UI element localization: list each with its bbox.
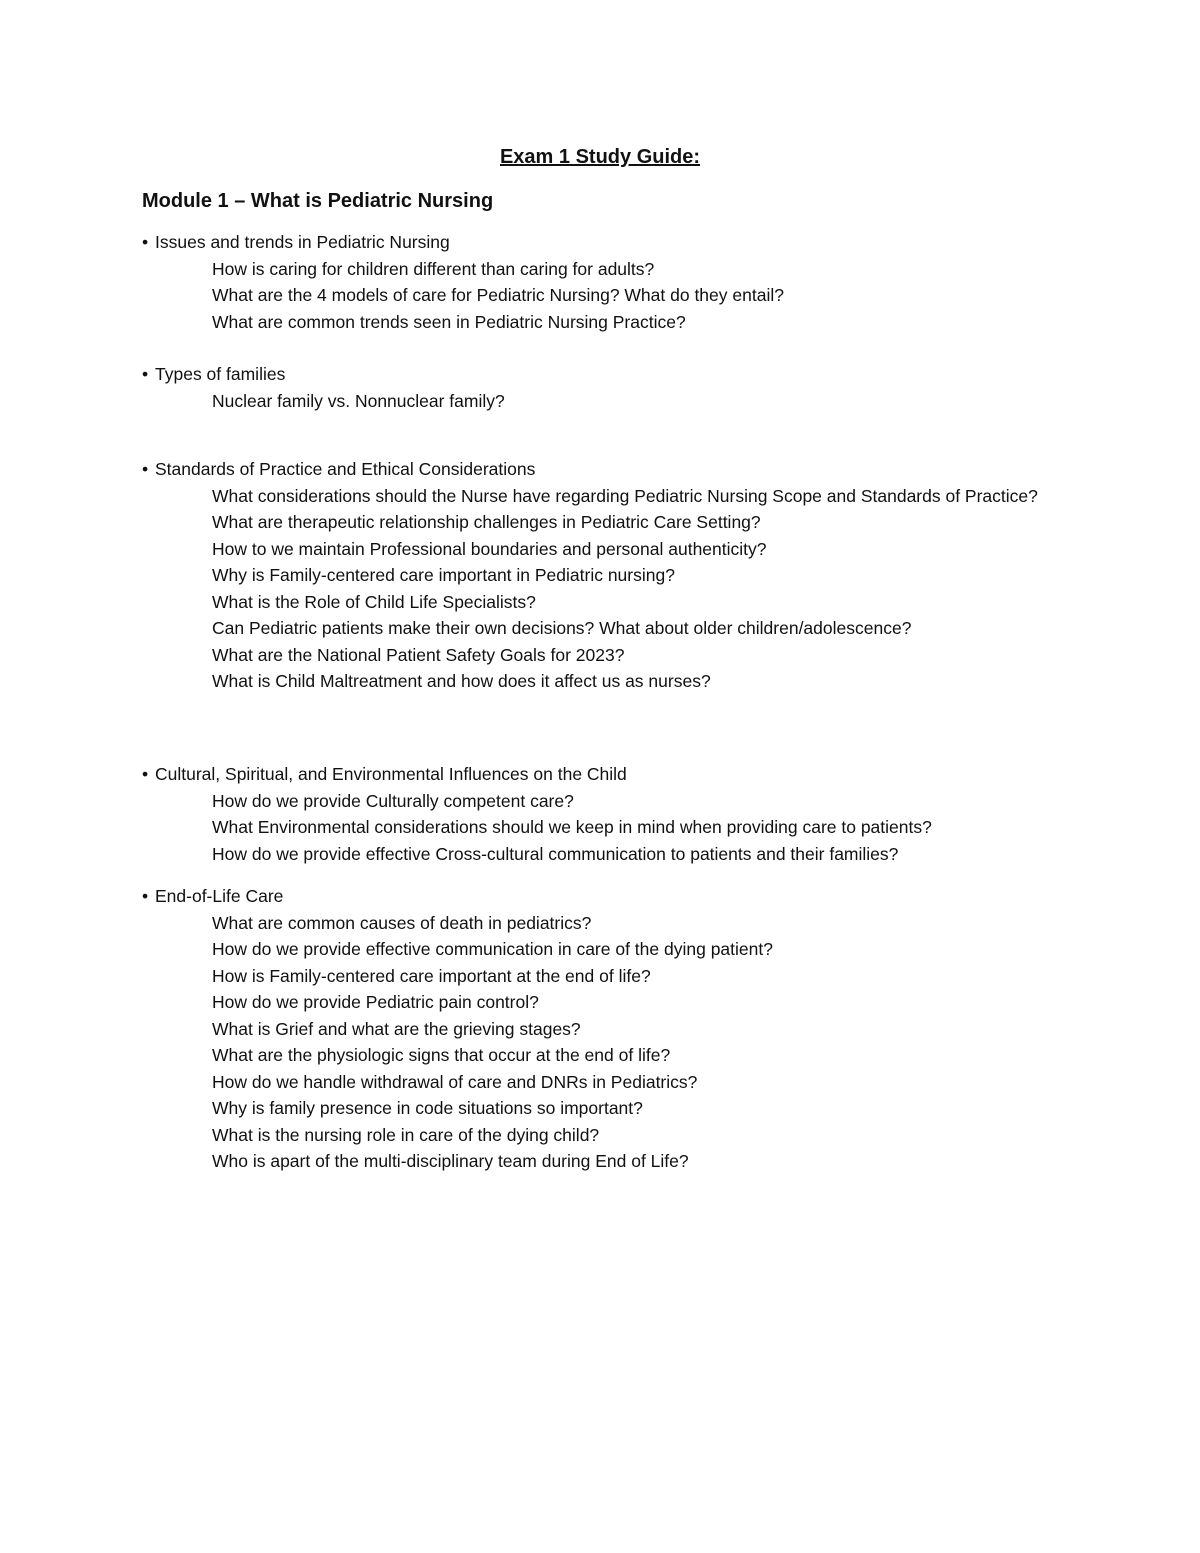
section-heading-text: Types of families bbox=[155, 364, 286, 384]
section-heading bbox=[142, 229, 1062, 256]
question-item: What are common causes of death in pediatrics? bbox=[212, 912, 592, 933]
bullet-icon: • bbox=[142, 364, 149, 384]
section-heading bbox=[142, 361, 1062, 388]
question-item: Why is family presence in code situations so important? bbox=[212, 1098, 643, 1118]
question-item: What is the Role of Child Life Specialists? bbox=[212, 591, 536, 612]
question-item: What is Grief and what are the grieving stages? bbox=[212, 1018, 581, 1039]
question-item: Can Pediatric patients make their own decisions? What about older children/adolescence? bbox=[212, 618, 912, 638]
question-item: What Environmental considerations should we keep in mind when providing care to patients? bbox=[212, 817, 932, 837]
section-heading bbox=[142, 761, 1062, 788]
question-item: What are the 4 models of care for Pediatric Nursing? What do they entail? bbox=[212, 285, 784, 305]
bullet-icon: • bbox=[142, 459, 149, 479]
question-item: How to we maintain Professional boundaries and personal authenticity? bbox=[212, 538, 767, 559]
section-types-of-families bbox=[142, 361, 1062, 414]
section-heading-text: Cultural, Spiritual, and Environmental Influences on the Child bbox=[155, 764, 627, 784]
question-item: Who is apart of the multi-disciplinary team during End of Life? bbox=[212, 1151, 689, 1171]
section-heading bbox=[142, 883, 1062, 910]
document-title: Exam 1 Study Guide: bbox=[499, 146, 701, 168]
question-item: What is Child Maltreatment and how does it affect us as nurses? bbox=[212, 671, 711, 691]
section-standards-ethics bbox=[142, 456, 1062, 695]
section-heading-text: Standards of Practice and Ethical Considerations bbox=[155, 459, 536, 479]
question-item: How do we provide Pediatric pain control? bbox=[212, 992, 539, 1012]
section-end-of-life bbox=[142, 883, 1062, 1175]
section-heading-text: End-of-Life Care bbox=[155, 886, 284, 906]
section-cultural-influences bbox=[142, 761, 1062, 867]
question-item: What is the nursing role in care of the dying child? bbox=[212, 1124, 600, 1145]
question-item: What considerations should the Nurse have regarding Pediatric Nursing Scope and Standards of Practice? bbox=[212, 485, 1038, 506]
question-item: How is Family-centered care important at the end of life? bbox=[212, 965, 651, 986]
question-item: What are common trends seen in Pediatric Nursing Practice? bbox=[212, 311, 686, 332]
bullet-icon: • bbox=[142, 886, 149, 906]
module-heading: Module 1 – What is Pediatric Nursing bbox=[142, 190, 494, 212]
question-item: Nuclear family vs. Nonnuclear family? bbox=[212, 390, 505, 411]
section-heading bbox=[142, 456, 1062, 483]
question-item: How do we provide effective communication in care of the dying patient? bbox=[212, 939, 773, 959]
bullet-icon: • bbox=[142, 232, 149, 252]
question-item: How is caring for children different than caring for adults? bbox=[212, 258, 655, 279]
section-issues-trends bbox=[142, 229, 1062, 335]
question-item: What are the National Patient Safety Goals for 2023? bbox=[212, 644, 625, 665]
question-item: What are therapeutic relationship challenges in Pediatric Care Setting? bbox=[212, 512, 761, 532]
bullet-icon: • bbox=[142, 764, 149, 784]
question-item: Why is Family-centered care important in Pediatric nursing? bbox=[212, 565, 675, 585]
question-item: How do we handle withdrawal of care and DNRs in Pediatrics? bbox=[212, 1071, 698, 1092]
section-heading-text: Issues and trends in Pediatric Nursing bbox=[155, 232, 450, 252]
question-item: What are the physiologic signs that occur at the end of life? bbox=[212, 1045, 671, 1065]
question-item: How do we provide effective Cross-cultural communication to patients and their families? bbox=[212, 843, 899, 864]
question-item: How do we provide Culturally competent care? bbox=[212, 790, 574, 811]
